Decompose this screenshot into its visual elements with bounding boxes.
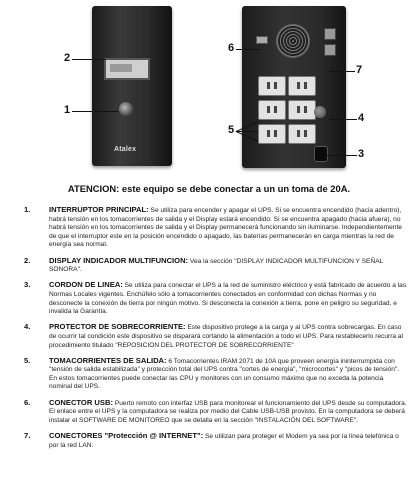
item-number: 5.: [24, 355, 31, 365]
breaker-icon: [314, 106, 326, 118]
callout-line: [72, 59, 106, 60]
item-number: 4.: [24, 322, 31, 332]
callout-line: [330, 119, 357, 120]
power-cord-icon: [314, 146, 328, 162]
item-heading: DISPLAY INDICADOR MULTIFUNCION:: [49, 255, 189, 265]
item-number: 3.: [24, 280, 31, 290]
usb-port-icon: [256, 36, 268, 44]
attention-note: ATENCION: este equipo se debe conectar a un un toma de 20A.: [67, 183, 351, 194]
outlet-icon: [288, 76, 316, 96]
list-item: [24, 281, 408, 316]
feature-list: [24, 206, 408, 457]
callout-number: 6: [228, 42, 235, 54]
ups-front-view: [92, 6, 172, 166]
network-port-icon: [324, 44, 336, 56]
list-item: [24, 357, 408, 392]
callout-number: 5: [228, 124, 235, 136]
callout-number: 3: [358, 148, 365, 160]
outlet-icon: [258, 76, 286, 96]
list-item: [24, 206, 408, 250]
item-heading: CORDON DE LINEA:: [49, 280, 123, 290]
callout-line: [326, 155, 357, 156]
item-number: 6.: [24, 397, 31, 407]
list-item: [24, 432, 408, 450]
callout-number: 2: [64, 52, 71, 64]
callout-line: [236, 49, 260, 50]
list-item: [24, 399, 408, 426]
fan-icon: [276, 24, 310, 58]
ups-back-view: [242, 6, 346, 168]
callout-number: 4: [358, 112, 365, 124]
item-number: 2.: [24, 255, 31, 265]
item-text: Este dispositivo protege a la carga y al UPS contra sobrecargas. En caso de ocurrir tal condición este dispositivo se disparará cortando la alimentación a todo el UPS. Para restablecerlo recurra al procedimiento titulado "REPOSICION DEL PROTECTOR DE SOBRECORRIENTE": [49, 324, 404, 349]
item-heading: CONECTOR USB:: [49, 397, 113, 407]
outlet-icon: [258, 124, 286, 144]
display-panel: [104, 58, 150, 80]
callout-line: [330, 71, 355, 72]
outlet-icon: [288, 100, 316, 120]
item-text: Puerto remoto con interfaz USB para monitorear el funcionamiento del UPS desde su computadora. El enlace entre el UPS y la computadora se realiza por medio del Cable USB-USB provisto. En la computadora se deberá instalar el SOFTWARE DE MONITOREO que se detalla en la sección "INSTALACIÓN DEL SOFTWARE".: [49, 399, 407, 424]
item-text: 6 Tomacorrientes IRAM 2071 de 10A que proveen energía ininterrumpida con "tensión de salida estabilizada" y protección total del UPS contra "cortes de energía", "microcortes" y "picos de tensión". En estos tomacorrientes puede conectar las CPU y monitores con un consumo máximo que no exceda la potencia nominal del UPS.: [49, 357, 400, 391]
outlet-icon: [258, 100, 286, 120]
item-heading: CONECTORES "Protección @ INTERNET":: [49, 431, 204, 441]
callout-number: 7: [356, 64, 363, 76]
item-heading: PROTECTOR DE SOBRECORRIENTE:: [49, 322, 186, 332]
power-button-icon: [119, 102, 133, 116]
list-item: [24, 257, 408, 275]
network-port-icon: [324, 28, 336, 40]
item-heading: TOMACORRIENTES DE SALIDA:: [49, 355, 167, 365]
callout-number: 1: [64, 104, 71, 116]
item-number: 7.: [24, 431, 31, 441]
outlet-icon: [288, 124, 316, 144]
item-text: Se utiliza para conectar el UPS a la red de suministro eléctrico y está fabricado de acuerdo a las Normas Locales vigentes. Enchúfelo sólo a tomacorrientes conectados en conformidad con dichas Normas y no desconecte la conexión de tierra por ningún motivo. Si desconecta la conexión a tierra, pone en peligro su seguridad, e invalida la Garantía.: [49, 282, 407, 316]
brand-logo: Atalex: [114, 146, 137, 153]
item-text: Se utilizan para proteger el Modem ya sea por la línea telefónica o por la red LAN.: [49, 433, 399, 449]
item-text: Vea la sección "DISPLAY INDICADOR MULTIFUNCION Y SEÑAL SONORA".: [49, 257, 384, 274]
callout-line: [72, 111, 118, 112]
item-heading: INTERRUPTOR PRINCIPAL:: [49, 205, 149, 214]
product-figure: [0, 0, 418, 180]
item-number: 1.: [24, 205, 31, 214]
item-text: Se utiliza para encender y apagar el UPS. Si se encuentra encendido (hacia adentro), habrá tensión en los tomacorrientes de salida y el Display estará encendido. Si se encuentra apagado (hacia afuera), no habrá tensión en los tomacorrientes de salida y el Display permanecerá funcionando sin iluminarse. Independientemente de que el interruptor este en la posición encendido o apagado, las baterías permanecerán en carga mientras la red de energía sea normal.: [49, 207, 402, 249]
list-item: [24, 323, 408, 350]
